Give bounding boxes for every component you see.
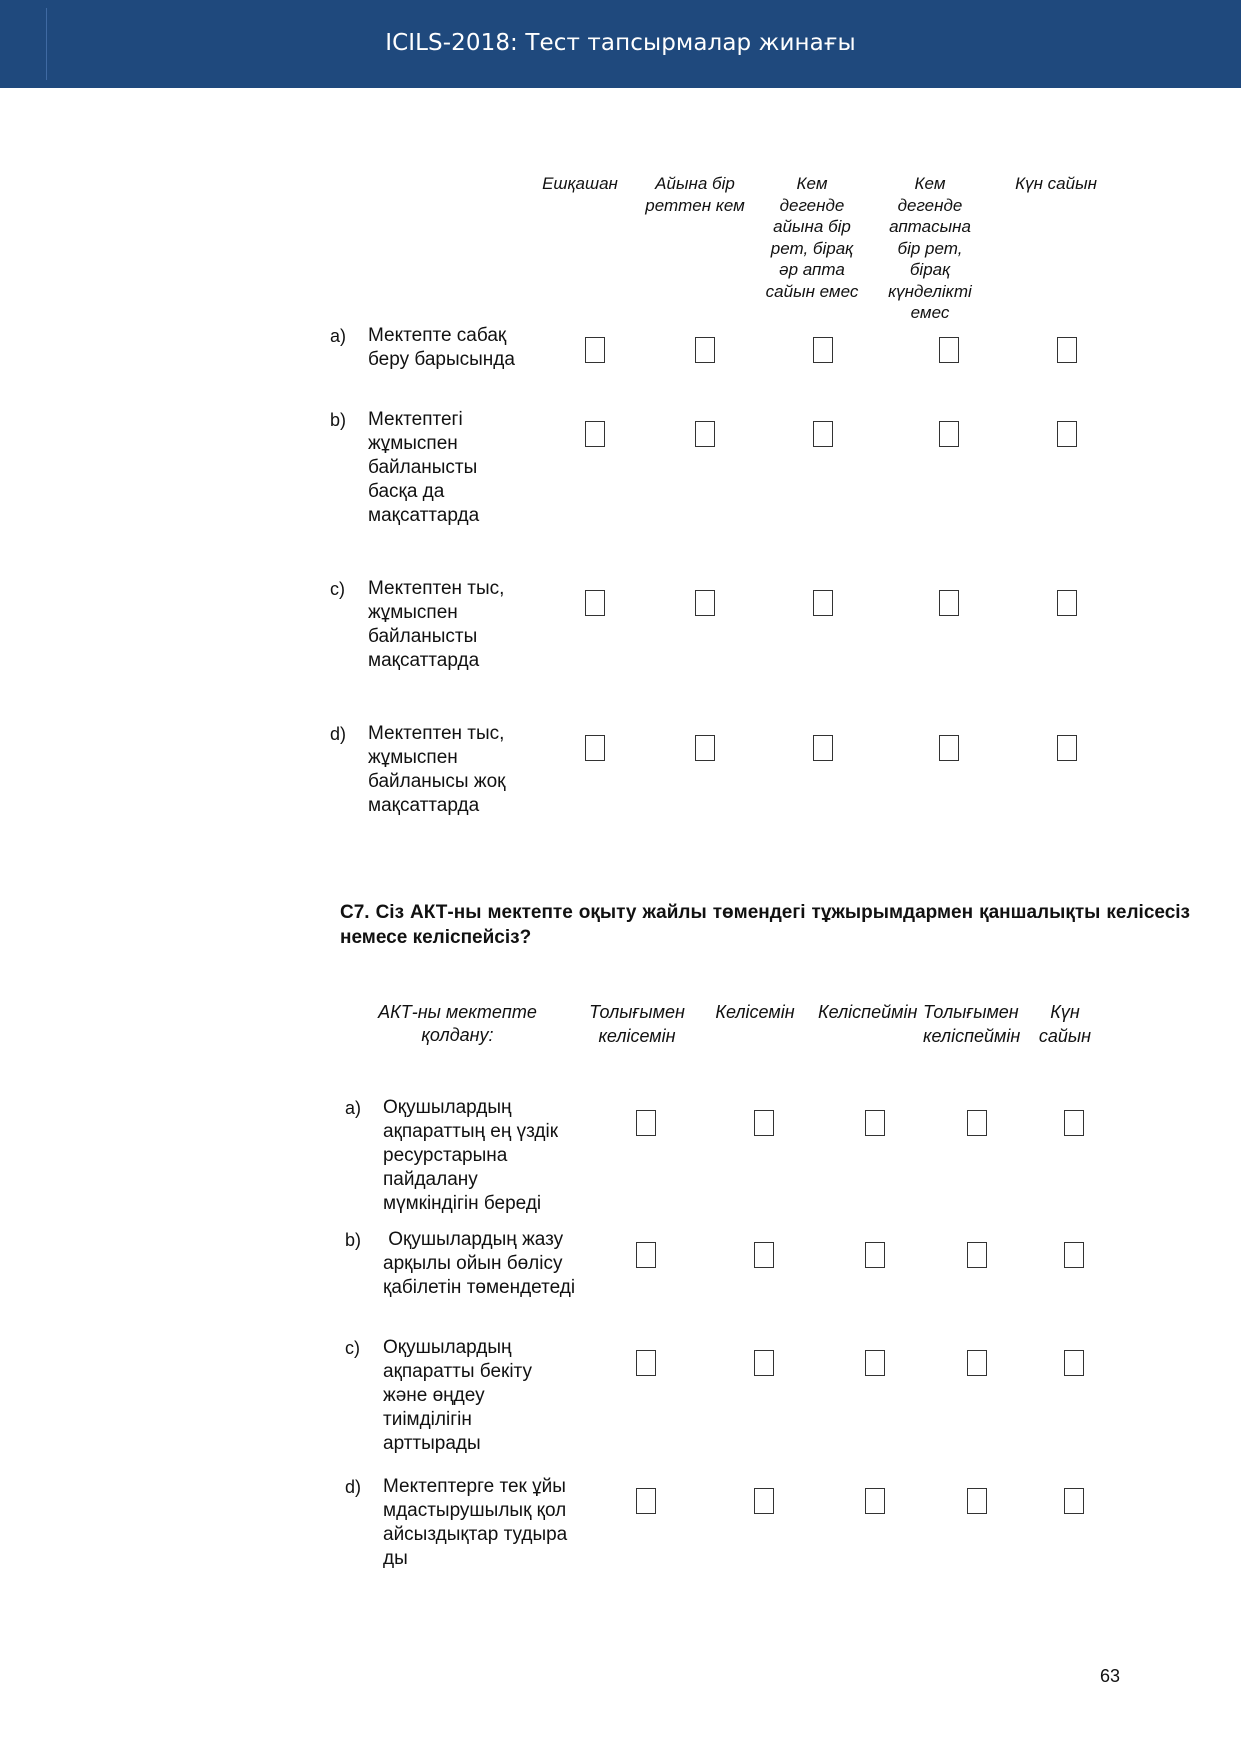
t1-checkbox-daily[interactable] bbox=[1057, 590, 1077, 616]
t1-checkbox-monthly[interactable] bbox=[813, 590, 833, 616]
t1-checkbox-monthly[interactable] bbox=[813, 337, 833, 363]
t1-checkbox-less-than-monthly[interactable] bbox=[695, 337, 715, 363]
t2-col-header-daily: Күн сайын bbox=[1038, 1002, 1092, 1046]
t1-row-marker: b) bbox=[330, 410, 347, 430]
t2-row-label: Оқушылардың ақпараттың ең үздік ресурстарына пайдалану мүмкіндігін береді bbox=[383, 1097, 559, 1214]
t2-checkbox-agree[interactable] bbox=[754, 1110, 774, 1136]
t2-checkbox-agree[interactable] bbox=[754, 1488, 774, 1514]
t2-checkbox-strongly-disagree[interactable] bbox=[967, 1242, 987, 1268]
question-c7: C7. Сіз АКТ-ны мектепте оқыту жайлы төмендегі тұжырымдармен қаншалықты келісесіз немесе келіспейсіз? bbox=[340, 902, 1190, 948]
page-header-title: ICILS-2018: Тест тапсырмалар жинағы bbox=[385, 30, 856, 56]
t1-row-label: Мектептегі жұмыспен байланысты басқа да мақсаттарда bbox=[368, 409, 480, 526]
t2-row-label: Оқушылардың жазу арқылы ойын бөлісу қабілетін төмендетеді bbox=[383, 1229, 576, 1298]
t1-checkbox-never[interactable] bbox=[585, 337, 605, 363]
t2-row-marker: d) bbox=[345, 1477, 362, 1497]
page-number: 63 bbox=[1100, 1666, 1121, 1686]
t1-checkbox-daily[interactable] bbox=[1057, 735, 1077, 761]
t2-row-label: Мектептерге тек ұйымдастырушылық қолайсыздықтар тудырады bbox=[383, 1476, 568, 1569]
t1-col-header-monthly: Кем дегенде айына бір рет, бірақ әр апта сайын емес bbox=[765, 174, 859, 301]
t1-checkbox-daily[interactable] bbox=[1057, 337, 1077, 363]
t2-checkbox-daily[interactable] bbox=[1064, 1350, 1084, 1376]
t2-stem: АКТ-ны мектепте қолдану: bbox=[378, 1002, 537, 1045]
t1-row-label: Мектептен тыс, жұмыспен байланысты мақсаттарда bbox=[368, 578, 505, 671]
t1-checkbox-weekly[interactable] bbox=[939, 421, 959, 447]
t2-col-header-strongly-disagree: Толығымен келіспеймін bbox=[923, 1002, 1021, 1046]
t1-checkbox-never[interactable] bbox=[585, 421, 605, 447]
t1-col-header-never: Ешқашан bbox=[542, 174, 618, 193]
t1-row-label: Мектептен тыс, жұмыспен байланысы жоқ мақсаттарда bbox=[368, 723, 506, 816]
t2-col-header-disagree: Келіспеймін bbox=[818, 1002, 918, 1022]
t2-checkbox-daily[interactable] bbox=[1064, 1488, 1084, 1514]
t2-row-marker: b) bbox=[345, 1230, 362, 1250]
t2-row-label: Оқушылардың ақпаратты бекіту және өңдеу тиімділігін арттырады bbox=[383, 1337, 532, 1454]
t1-row-marker: c) bbox=[330, 579, 345, 599]
t1-checkbox-less-than-monthly[interactable] bbox=[695, 590, 715, 616]
t2-checkbox-strongly-agree[interactable] bbox=[636, 1350, 656, 1376]
t2-checkbox-disagree[interactable] bbox=[865, 1488, 885, 1514]
t1-checkbox-never[interactable] bbox=[585, 735, 605, 761]
t1-col-header-daily: Күн сайын bbox=[1015, 174, 1097, 193]
t2-checkbox-daily[interactable] bbox=[1064, 1242, 1084, 1268]
t1-col-header-weekly: Кем дегенде аптасына бір рет, бірақ күнделікті емес bbox=[888, 174, 972, 322]
t2-checkbox-strongly-disagree[interactable] bbox=[967, 1110, 987, 1136]
t1-checkbox-daily[interactable] bbox=[1057, 421, 1077, 447]
t1-row-marker: a) bbox=[330, 326, 347, 346]
t2-col-header-agree: Келісемін bbox=[715, 1002, 795, 1022]
t2-checkbox-strongly-agree[interactable] bbox=[636, 1110, 656, 1136]
t2-row-marker: a) bbox=[345, 1098, 362, 1118]
t2-checkbox-disagree[interactable] bbox=[865, 1110, 885, 1136]
t1-checkbox-weekly[interactable] bbox=[939, 735, 959, 761]
t1-checkbox-monthly[interactable] bbox=[813, 735, 833, 761]
t2-col-header-strongly-agree: Толығымен келісемін bbox=[589, 1002, 685, 1046]
t2-checkbox-agree[interactable] bbox=[754, 1242, 774, 1268]
t2-checkbox-disagree[interactable] bbox=[865, 1242, 885, 1268]
t1-row-marker: d) bbox=[330, 724, 347, 744]
page-header bbox=[0, 0, 1241, 88]
t2-checkbox-strongly-agree[interactable] bbox=[636, 1488, 656, 1514]
t1-checkbox-less-than-monthly[interactable] bbox=[695, 421, 715, 447]
t2-checkbox-strongly-disagree[interactable] bbox=[967, 1350, 987, 1376]
t1-row-label: Мектепте сабақ беру барысында bbox=[368, 325, 515, 370]
t1-checkbox-monthly[interactable] bbox=[813, 421, 833, 447]
t2-row-marker: c) bbox=[345, 1338, 360, 1358]
t2-checkbox-daily[interactable] bbox=[1064, 1110, 1084, 1136]
t1-checkbox-weekly[interactable] bbox=[939, 337, 959, 363]
t2-checkbox-agree[interactable] bbox=[754, 1350, 774, 1376]
t1-col-header-less-than-monthly: Айына бір реттен кем bbox=[645, 174, 745, 215]
t2-checkbox-strongly-disagree[interactable] bbox=[967, 1488, 987, 1514]
t2-checkbox-strongly-agree[interactable] bbox=[636, 1242, 656, 1268]
t2-checkbox-disagree[interactable] bbox=[865, 1350, 885, 1376]
t1-checkbox-never[interactable] bbox=[585, 590, 605, 616]
t1-checkbox-less-than-monthly[interactable] bbox=[695, 735, 715, 761]
t1-checkbox-weekly[interactable] bbox=[939, 590, 959, 616]
